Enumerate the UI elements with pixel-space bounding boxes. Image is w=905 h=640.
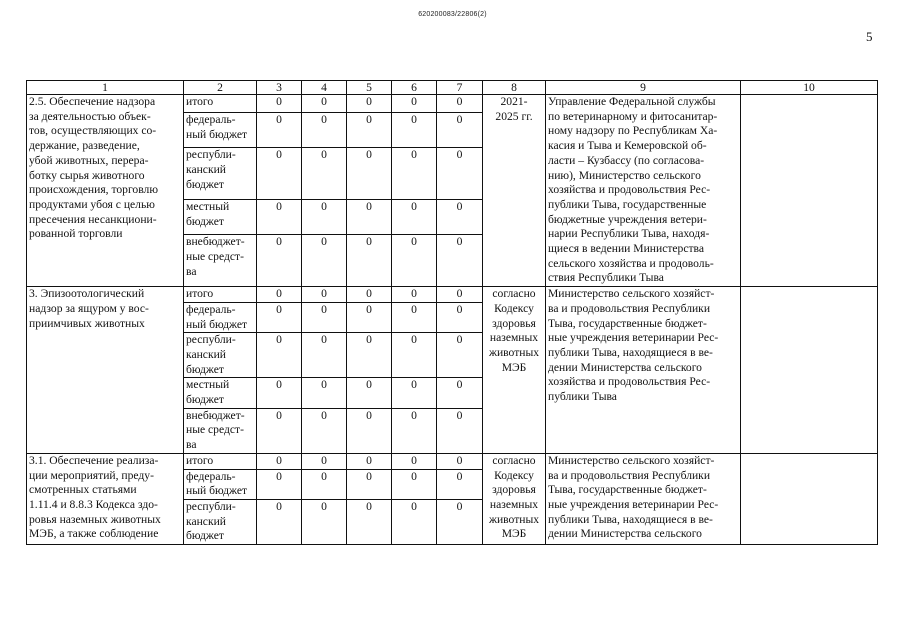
column-number: 2: [184, 81, 257, 95]
term-cell: 2021- 2025 гг.: [483, 95, 546, 287]
column-number: 7: [437, 81, 483, 95]
amount-cell: 0: [302, 95, 347, 113]
amount-cell: 0: [437, 113, 483, 148]
amount-cell: 0: [257, 235, 302, 287]
amount-cell: 0: [392, 235, 437, 287]
amount-cell: 0: [437, 200, 483, 235]
amount-cell: 0: [257, 408, 302, 453]
column-number: 4: [302, 81, 347, 95]
amount-cell: 0: [437, 302, 483, 332]
amount-cell: 0: [257, 148, 302, 200]
amount-cell: 0: [302, 302, 347, 332]
funding-source-cell: республи- канский бюджет: [184, 499, 257, 544]
amount-cell: 0: [392, 453, 437, 469]
amount-cell: 0: [437, 499, 483, 544]
executor-cell: Министерство сельского хозяйст- ва и продовольствия Республики Тыва, государственные бюджет- ные учреждения ветеринарии Рес- публики Тыва, находящиеся в ве- дении Министерства сельского хозяйства и продовольствия Рес- публики Тыва: [546, 287, 741, 454]
amount-cell: 0: [257, 287, 302, 303]
amount-cell: 0: [257, 378, 302, 408]
amount-cell: 0: [257, 113, 302, 148]
funding-source-cell: местный бюджет: [184, 378, 257, 408]
column-number: 10: [741, 81, 878, 95]
amount-cell: 0: [347, 333, 392, 378]
amount-cell: 0: [392, 287, 437, 303]
document-id: 620200083/22806(2): [418, 11, 487, 18]
program-table: [26, 80, 878, 545]
amount-cell: 0: [437, 453, 483, 469]
amount-cell: 0: [347, 408, 392, 453]
amount-cell: 0: [392, 200, 437, 235]
amount-cell: 0: [347, 378, 392, 408]
term-cell: согласно Кодексу здоровья наземных животных МЭБ: [483, 287, 546, 454]
amount-cell: 0: [302, 235, 347, 287]
amount-cell: 0: [347, 235, 392, 287]
funding-source-cell: федераль- ный бюджет: [184, 469, 257, 499]
amount-cell: 0: [437, 235, 483, 287]
amount-cell: 0: [302, 200, 347, 235]
amount-cell: 0: [257, 200, 302, 235]
amount-cell: 0: [347, 148, 392, 200]
amount-cell: 0: [257, 302, 302, 332]
amount-cell: 0: [437, 333, 483, 378]
amount-cell: 0: [437, 469, 483, 499]
amount-cell: 0: [302, 113, 347, 148]
column-number-row: [27, 81, 878, 95]
funding-source-cell: итого: [184, 453, 257, 469]
column-number: 8: [483, 81, 546, 95]
amount-cell: 0: [257, 95, 302, 113]
page-number: 5: [866, 29, 873, 44]
term-cell: согласно Кодексу здоровья наземных животных МЭБ: [483, 453, 546, 544]
table-row: [27, 287, 878, 303]
amount-cell: 0: [302, 333, 347, 378]
amount-cell: 0: [302, 469, 347, 499]
executor-cell: Министерство сельского хозяйст- ва и продовольствия Республики Тыва, государственные бюджет- ные учреждения ветеринарии Рес- публики Тыва, находящиеся в ве- дении Министерства сельского: [546, 453, 741, 544]
measure-name-cell: 2.5. Обеспечение надзора за деятельностью объек- тов, осуществляющих со- держание, разведение, убой животных, перера- ботку сырья животного происхождения, торговлю продуктами убоя с целью пресечения несанкциони- рованной торговли: [27, 95, 184, 287]
amount-cell: 0: [392, 302, 437, 332]
funding-source-cell: федераль- ный бюджет: [184, 113, 257, 148]
amount-cell: 0: [257, 469, 302, 499]
amount-cell: 0: [392, 469, 437, 499]
amount-cell: 0: [347, 453, 392, 469]
amount-cell: 0: [302, 287, 347, 303]
amount-cell: 0: [302, 408, 347, 453]
funding-source-cell: внебюджет- ные средст- ва: [184, 408, 257, 453]
amount-cell: 0: [347, 113, 392, 148]
amount-cell: 0: [302, 453, 347, 469]
amount-cell: 0: [347, 95, 392, 113]
result-cell: [741, 95, 878, 287]
funding-source-cell: местный бюджет: [184, 200, 257, 235]
funding-source-cell: итого: [184, 287, 257, 303]
amount-cell: 0: [347, 200, 392, 235]
amount-cell: 0: [302, 499, 347, 544]
amount-cell: 0: [392, 333, 437, 378]
amount-cell: 0: [392, 148, 437, 200]
amount-cell: 0: [437, 148, 483, 200]
funding-source-cell: республи- канский бюджет: [184, 148, 257, 200]
column-number: 3: [257, 81, 302, 95]
amount-cell: 0: [347, 287, 392, 303]
column-number: 9: [546, 81, 741, 95]
executor-cell: Управление Федеральной службы по ветеринарному и фитосанитар- ному надзору по Республикам Ха- касия и Тыва и Кемеровской об- ласти – Кузбассу (по согласова- нию), Министерство сельского хозяйства и продовольствия Рес- публики Тыва, государственные бюджетные учреждения ветери- нарии Республики Тыва, находя- щиеся в ведении Министерства сельского хозяйства и продоволь- ствия Республики Тыва: [546, 95, 741, 287]
funding-source-cell: республи- канский бюджет: [184, 333, 257, 378]
funding-source-cell: федераль- ный бюджет: [184, 302, 257, 332]
measure-name-cell: 3.1. Обеспечение реализа- ции мероприятий, преду- смотренных статьями 1.11.4 и 8.8.3 Кодекса здо- ровья наземных животных МЭБ, а также соблюдение: [27, 453, 184, 544]
amount-cell: 0: [437, 287, 483, 303]
column-number: 5: [347, 81, 392, 95]
amount-cell: 0: [392, 113, 437, 148]
amount-cell: 0: [392, 378, 437, 408]
amount-cell: 0: [347, 469, 392, 499]
result-cell: [741, 287, 878, 454]
amount-cell: 0: [302, 148, 347, 200]
result-cell: [741, 453, 878, 544]
amount-cell: 0: [392, 408, 437, 453]
amount-cell: 0: [257, 499, 302, 544]
amount-cell: 0: [347, 302, 392, 332]
amount-cell: 0: [437, 95, 483, 113]
table-row: [27, 95, 878, 113]
amount-cell: 0: [437, 378, 483, 408]
amount-cell: 0: [257, 333, 302, 378]
amount-cell: 0: [392, 499, 437, 544]
column-number: 6: [392, 81, 437, 95]
amount-cell: 0: [392, 95, 437, 113]
table-row: [27, 453, 878, 469]
funding-source-cell: итого: [184, 95, 257, 113]
amount-cell: 0: [347, 499, 392, 544]
amount-cell: 0: [437, 408, 483, 453]
funding-source-cell: внебюджет- ные средст- ва: [184, 235, 257, 287]
amount-cell: 0: [302, 378, 347, 408]
column-number: 1: [27, 81, 184, 95]
measure-name-cell: 3. Эпизоотологический надзор за ящуром у вос- приимчивых животных: [27, 287, 184, 454]
amount-cell: 0: [257, 453, 302, 469]
